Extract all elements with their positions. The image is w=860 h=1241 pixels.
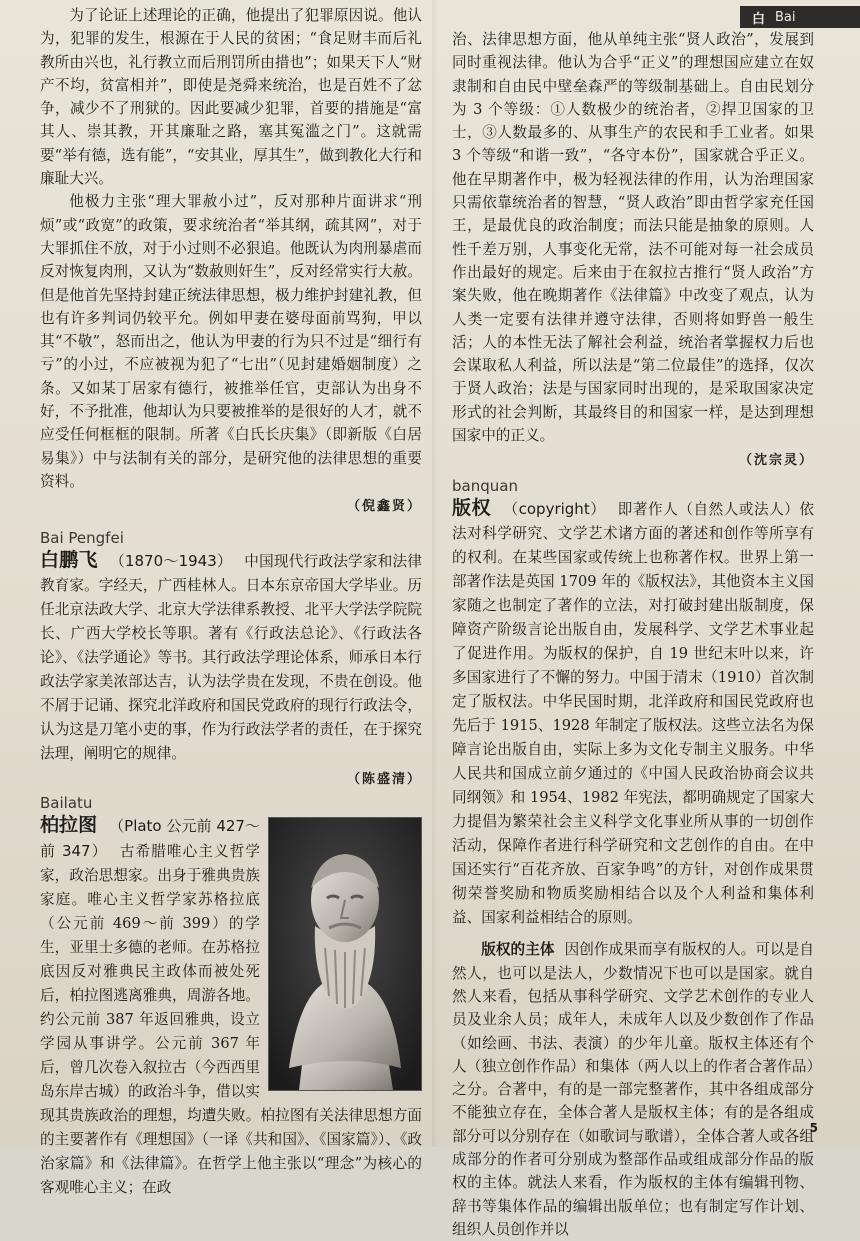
entry-bai-pengfei: [40, 548, 422, 766]
entry-pinyin-copyright: banquan: [452, 477, 518, 496]
bai-juyi-paragraph-2: 他极力主张“理大罪赦小过”，反对那种片面讲求“刑烦”或“政宽”的政策，要求统治者“举其纲，疏其网”，对于大罪抓住不放，对于小过则不必狠追。他既认为肉刑暴虐而反对恢复肉刑，又认为“数赦则奸生”，反对经常实行大赦。但是他首先坚持封建正统法律思想，极力维护封建礼教，但也有许多判词仍较平允。例如甲妻在婆母面前骂狗，甲以其“不敬”，怒而出之，他认为甲妻的行为只不过是“细行有亏”的小过，不应被视为犯了“七出”（见封建婚姻制度）之条。又如某丁居家有德行，被推举任官，吏部认为出身不好，不予批准，他却认为只要被推举的是很好的人才，就不应受任何框框的限制。所著《白氏长庆集》（即新版《白居易集》）中与法制有关的部分，是研究他的法律思想的重要资料。: [40, 193, 422, 490]
right-column: [452, 0, 814, 1241]
headword-english: （copyright）: [503, 500, 606, 519]
plato-continued-paragraph: 治、法律思想方面，他从单纯主张“贤人政治”，发展到同时重视法律。他认为合乎“正义”的理想国应建立在奴隶制和自由民中壁垒森严的等级制基础上。自由民划分为 3 个等级：①人数极少的统治者，②捍卫国家的卫士，③人数最多的、从事生产的农民和手工业者。如果 3 个等级“和谐一致”，“各守本份”，国家就合乎正义。他在早期著作中，极为轻视法律的作用，认为治理国家只需依靠统治者的智慧，“贤人政治”即由哲学家充任国王，是最优良的政治制度；而法只能是抽象的原则。人性千差万别，人事变化无常，法不可能对每一社会成员作出最好的规定。后来由于在叙拉古推行“贤人政治”方案失败，他在晚期著作《法律篇》中改变了观点，认为人类一定要有法律并遵守法律，否则将如野兽一般生活；人的本性无法了解社会利益，统治者掌握权力后也会谋取私人利益，所以法是“第二位最佳”的选择，仅次于贤人政治；法是与国家同时出现的，是采取国家决定形式的社会判断，其最终目的和国家一样，是达到理想国家中的正义。: [452, 31, 814, 445]
author-signature: （陈盛清）: [346, 772, 422, 788]
bai-juyi-paragraph-1: 为了论证上述理论的正确，他提出了犯罪原因说。他认为，犯罪的发生，根源在于人民的贫困；“食足财丰而后礼教所由兴也，礼行教立而后刑罚所由措也”；如果天下人“财产不均，贫富相并”，即使是尧舜来统治，也是百姓不了忿争，减少不了刑狱的。因此要减少犯罪，首要的措施是“富其人、崇其教，开其廉耻之路，塞其冤滥之门”。这就需要“举有德，选有能”，“安其业，厚其生”，做到教化大行和廉耻大兴。: [40, 7, 422, 188]
header-char: 白: [752, 11, 766, 27]
headword-dates: （Plato 公元前 427～前 347）: [40, 817, 260, 861]
headword-bai-pengfei: 白鹏飞: [40, 549, 98, 572]
headword-dates: （1870～1943）: [109, 552, 233, 571]
author-signature: （沈宗灵）: [738, 453, 814, 469]
plato-bust-photo: [268, 817, 422, 1091]
entry-text: 古希腊唯心主义哲学家，政治思想家。出身于雅典贵族家庭。唯心主义哲学家苏格拉底（公元前 469～前 399）的学生，亚里士多德的老师。在苏格拉底因反对雅典民主政体而被处死后，柏拉图逃离雅典，周游各地。约公元前 387 年返回雅典，设立学园从事讲学。公元前 367 年后，曾几次卷入叙拉古（今西西里岛东岸古城）的政治斗争，借以实现其贵族政治的理想，均遭失败。柏拉图有关法律思想方面的主要著作有《理想国》（一译《共和国》、《国家篇》）、《政治家篇》和《法律篇》。在哲学上他主张以“理念”为核心的客观唯心主义；在政: [40, 843, 422, 1197]
author-signature: （倪鑫贤）: [346, 499, 422, 515]
subheading-copyright-subject: 版权的主体: [481, 941, 555, 959]
plato-bust-image: [269, 818, 421, 1090]
entry-copyright: [452, 496, 814, 930]
entry-plato: [40, 813, 422, 1200]
entry-text: 中国现代行政法学家和法律教育家。字经天，广西桂林人。日本东京帝国大学毕业。历任北京法政大学、北京大学法律系教授、北平大学法学院院长、广西大学校长等职。著有《行政法总论》、《行政法各论》、《法学通论》等书。其行政法学理论体系，师承日本行政法学家美浓部达吉，认为法学贵在发现，不贵在创设。他不屑于记诵、探究北洋政府和国民党政府的现行行政法令，认为这是刀笔小吏的事，作为行政法学者的责任，在于探究法理，阐明它的规律。: [40, 553, 422, 763]
entry-pinyin-plato: Bailatu: [40, 794, 93, 813]
header-pinyin: Bai: [775, 9, 796, 25]
copyright-subject-paragraph: [452, 938, 814, 1241]
page-number: 5: [809, 1121, 818, 1135]
column-gutter: [432, 0, 438, 1147]
entry-text: 即著作人（自然人或法人）依法对科学研究、文学艺术诸方面的著述和创作等所享有的权利。在某些国家或传统上也称著作权。世界上第一部著作法是英国 1709 年的《版权法》，其他资本主义国家随之也制定了著作的立法，对打破封建出版制度，保障资产阶级言论出版自由，发展科学、文学艺术事业起了促进作用。为版权的保护，自 19 世纪末叶以来，许多国家进行了不懈的努力。中国于清末（1910）首次制定了版权法。中华民国时期，北洋政府和国民党政府也先后于 1915、1928 年制定了版权法。这些立法名为保障言论出版自由，实际上多为文化专制主义服务。中华人民共和国成立前夕通过的《中国人民政治协商会议共同纲领》和 1954、1982 年宪法，都明确规定了国家大力提倡为繁荣社会主义科学文化事业所从事的一切创作活动，保障作者进行科学研究和文艺创作的自由。在中国还实行“百花齐放、百家争鸣”的方针，对创作成果贯彻荣誉奖励和物质奖励相结合以及个人利益和集体利益、国家利益相结合的原则。: [452, 501, 814, 927]
entry-pinyin-bai-pengfei: Bai Pengfei: [40, 529, 124, 548]
headword-plato: 柏拉图: [40, 814, 98, 837]
left-column: [40, 0, 422, 1200]
entry-text: 因创作成果而享有版权的人。可以是自然人，也可以是法人，少数情况下也可以是国家。就自然人来看，包括从事科学研究、文学艺术创作的专业人员及业余人员；成年人，未成年人以及少数创作了作品（如绘画、书法、表演）的少年儿童。版权主体还有个人（独立创作作品）和集体（两人以上的作者合著作品）之分。合著中，有的是一部完整著作，其中各组成部分不能独立存在，全体合著人是版权主体；有的是各组成部分可以分别存在（如歌词与歌谱），全体合著人或各组成部分的作者可分别成为整部作品或组成部分作品的版权的主体。就法人来看，作为版权的主体有编辑刊物、辞书等集体作品的编辑出版单位；也有制定写作计划、组织人员创作并以: [452, 941, 814, 1238]
headword-copyright: 版权: [452, 497, 492, 520]
